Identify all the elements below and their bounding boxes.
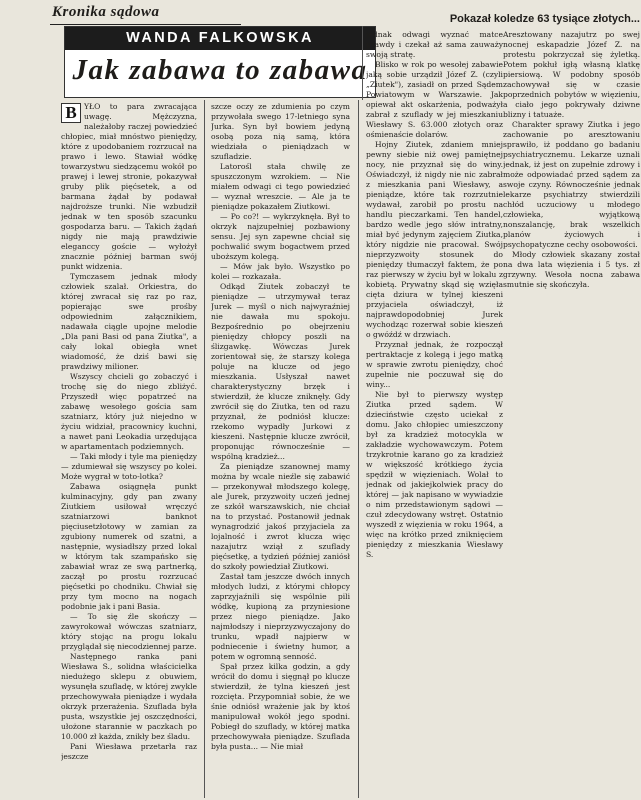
paragraph: YŁO to para zwracająca uwagę. Mężczyzna, należałoby raczej powiedzieć chłopiec, miał mnóstwo pieniędzy, które z upodobaniem rozrzucał na prawo i lewo. Stawiał wódkę towarzystwu siedzącemu wokół po prawej i lewej stronie, pokazywał gruby plik pięćsetek, a od barmana żądał by podawał najdroższe trunki. Nie wzbudził jednak w ten sposób szacunku gospodarza baru. — Takich żądań nigdy nie mają prawdziwie eleganccy goście — wyłożył znacznie później barman swój punkt widzenia.	[61, 102, 197, 271]
paragraph: szcze oczy ze zdumienia po czym przywołała swego 17-letniego syna Jurka. Syn był bowiem jedyną osobą poza nią samą, która wiedziała o pieniądzach w szufladzie.	[211, 102, 350, 161]
paragraph: — To się źle skończy — zawyrokował wówczas szatniarz, który stojąc na progu lokalu przyglądał się niecodziennej parze.	[61, 612, 197, 651]
section-title: Kronika sądowa	[52, 4, 160, 20]
paragraph: — Po co?! — wykrzyknęła. Był to okrzyk najzupełniej pozbawiony sensu. Jej syn zapewne chciał się pochwalić swym bogactwem przed uboższym kolegą.	[211, 212, 350, 261]
paragraph: Zabawa osiągnęła punkt kulminacyjny, gdy pan zwany Ziutkiem usiłował wręczyć szatniarzowi banknot pięciusetzłotowy w zamian za zgubiony numerek od szatni, a następnie, wysiadłszy przed lokal w którym tak szampańsko się zabawiał wraz ze swą partnerką, zaczął po prostu rozrzucać pięćsetki po chodniku. Chwiał się przy tym mocno na nogach podobnie jak i pani Basia.	[61, 482, 197, 611]
column-divider	[358, 100, 359, 798]
paragraph: — Mów jak było. Wszystko po kolei — rozkazała.	[211, 262, 350, 281]
paragraph: Tymczasem jednak młody człowiek szalał. Orkiestra, do której zwracał się raz po raz, popierając swe prośby odpowiednim załącznikiem, nadawała ciągle upojne melodie „Dla pani Basi od pana Ziutka", a cały lokal obiegła wnet wiadomość, że dziś bawi się prawdziwy milioner.	[61, 272, 197, 371]
paragraph: Zastał tam jeszcze dwóch innych młodych ludzi, z którymi chłopcy zaprzyjaźnili się wspólnie pili wódkę, kupioną za przyniesione przez niego pieniądze. Jako najmłodszy i nieprzyzwyczajony do trunku, wpadł najpierw w podniecenie i świetny humor, a potem w ogromną senność.	[211, 572, 350, 661]
paragraph: Pani Wiesława przetarła raz jeszcze	[61, 742, 197, 761]
article-column-1	[61, 102, 197, 799]
paragraph: Następnego ranka pani Wiesława S., solidna właścicielka niedużego sklepu z obuwiem, wysunęła szufladę, w której zwykle przechowywała pieniądze i wydała okrzyk przerażenia. Szuflada była pusta, wszystkie jej oszczędności, ułożone starannie w paczkach po 10.000 zł każda, znikły bez śladu.	[61, 652, 197, 741]
paragraph: Latorośl stała chwilę ze spuszczonym wzrokiem. — Nie miałem odwagi ci tego powiedzieć — wyznał wreszcie. — Ale ja te pieniądze pokazałem Ziutkowi.	[211, 162, 350, 211]
paragraph: — Taki młody i tyle ma pieniędzy — zdumiewał się wszyscy po kolei. Może wygrał w toto-lotka?	[61, 452, 197, 481]
paragraph: Blisko w rok po wesołej zabawie jaką sobie urządził Józef Z. (czyli „Ziutek"), zasiadł on przed Sądem Powiatowym w Warszawie. Jak opiewał akt oskarżenia, podważył zabrał z szuflady w jej mieszkaniu Wiesławy S. 63.000 złotych oraz ośmienaście dolarów.	[366, 60, 503, 139]
article-column-4	[503, 30, 640, 799]
paragraph: Hojny Ziutek, zdaniem mniej pewny siebie niż owej pamiętnej nocy, nie przyznał się do winy. Oświadczył, iż nigdy nie nic zabrał z mieszkania pani Wiesławy, a pieniądze, które tak rozrzutnie wydawał, zarobił po prostu na handlu pieczarkami. Ten handel, bardzo wedle jego słów intratny, miał być jedynym zajęciem Ziutka, który nigdzie nie pracował. Swój nieprzyzwoity stosunek do pieniędzy tłumaczył faktem, że po raz pierwszy w życiu był w lokalu z kobietą. Prywatny skąd się wzięła cięta dziura w tylnej kieszeni przyjaciela oświadczył, iż najprawdopodobniej Jurek wychodząc rozerwał sobie kieszeń o gwóźdź w drzwiach.	[366, 140, 503, 339]
paragraph: Wszyscy chcieli go zobaczyć i trochę się do niego zbliżyć. Przyszedł więc popatrzeć na zabawę wesołego gościa sam szatniarz, który już niejedno w życiu widział, pracownicy kuchni, a nawet pani Leokadia urzędująca w apartamentach podziemnych.	[61, 372, 197, 451]
paragraph: Aresztowany nazajutrz po swej nocnej eskapadzie Józef Z. na protestu pokrzyczał się żyletką. Potem pokłuł igłą własną klatkę piersiową. W podobny sposób zachowywał się w czasie poprzednich pobytów w więzieniu, a ciało jego pokrywały dziwne blizny i tatuaże.	[503, 30, 640, 119]
paragraph: Przyznał jednak, że rozpoczął pertraktacje z kolegą i jego matką w sprawie zwrotu pieniędzy, choć zupełnie nie poczuwał się do winy...	[366, 340, 503, 389]
article-column-2	[211, 102, 350, 799]
drop-cap: B	[61, 103, 81, 123]
article-title: Jak zabawa to zabawa	[72, 54, 368, 86]
column-divider	[362, 26, 363, 100]
author-name: WANDA FALKOWSKA	[65, 27, 375, 50]
article-title-box	[64, 26, 376, 98]
article-column-3	[366, 30, 503, 799]
paragraph: Odkąd Ziutek zobaczył te pieniądze — utrzymywał teraz Jurek — myśl o nich najwyraźniej nie dawała mu spokoju. Bezpośrednio po obejrzeniu pieniędzy chłopcy poszli na ślizgawkę. Wówczas Jurek zorientował się, że starszy kolega poluje na klucze od jego mieszkania. Usłyszał nawet charakterystyczny brzęk i stwierdził, że klucze zniknęły. Gdy zwrócił się do Ziutka, ten od razu przyznał, że podniósł klucze: rzekomo wypadły Jurkowi z kieszeni. Następnie klucze zwrócił, proponując równocześnie — wspólną kradzież...	[211, 282, 350, 461]
column-divider	[204, 100, 205, 798]
header-rule	[50, 24, 241, 25]
adjacent-headline: Pokazał koledze 63 tysiące złotych...	[449, 13, 640, 25]
paragraph: Charakter sprawy Ziutka i jego zachowanie po aresztowaniu sprawiło, iż poddano go badaniu psychiatrycznemu. Lekarze uznali jednak, iż jest on zupełnie zdrowy i może odpowiadać przed sądem za swoje czyny. Równocześnie jednak lekarze psychiatrzy stwierdzili chłód uczuciowy u młodego człowieka, wyjątkową nonszalancję, brak wszelkich planów życiowych i psychopatyczne cechy osobowości.	[503, 120, 640, 249]
paragraph: Nie był to pierwszy występ Ziutka przed sądem. W dzieciństwie często uciekał z domu. Jako chłopiec umieszczony był za kradzież motocykla w zakładzie wychowawczym. Potem trzykrotnie karano go za kradzież w większość krótkiego życia spędził w więzieniach. Wolał to jednak od jakiejkolwiek pracy do której — jak napisano w wywiadzie o nim przedstawionym sądowi — czuł zdecydowany wstręt. Ostatnio wyszedł z więzienia w roku 1964, a więc na krótko przed zniknięciem pieniędzy z mieszkania Wiesławy S.	[366, 390, 503, 559]
paragraph: Spał przez kilka godzin, a gdy wrócił do domu i sięgnął po klucze stwierdził, że tylna kieszeń jest rozcięta. Przypomniał sobie, że we śnie odniósł wrażenie jak by ktoś manipulował wokół jego spodni. Pobiegł do szuflady, w której matka przechowywała pieniądze. Szuflada była pusta... — Nie miał	[211, 662, 350, 751]
paragraph: Młody człowiek skazany został na dwa lata więzienia i 5 tys. zł grzywny. Wesoła nocna zabawa smutnie się skończyła.	[503, 250, 640, 289]
paragraph: jednak odwagi wyznać matce prawdy i czekał aż sama zauważy swoją stratę.	[366, 30, 503, 59]
paragraph: Za pieniądze szanownej mamy można by wcale nieźle się zabawić — przekonywał młodszego kolegę, ale Jurek, przyzwoity uczeń jednej ze szkół warszawskich, nie chciał na to przystać. Postanowił jednak wynagrodzić jakoś przyjaciela za lojalność i zwrot klucza więc nazajutrz wziął z szuflady pięćsetkę, a tydzień później zaniósł do szkoły powiedział Ziutkowi.	[211, 462, 350, 571]
